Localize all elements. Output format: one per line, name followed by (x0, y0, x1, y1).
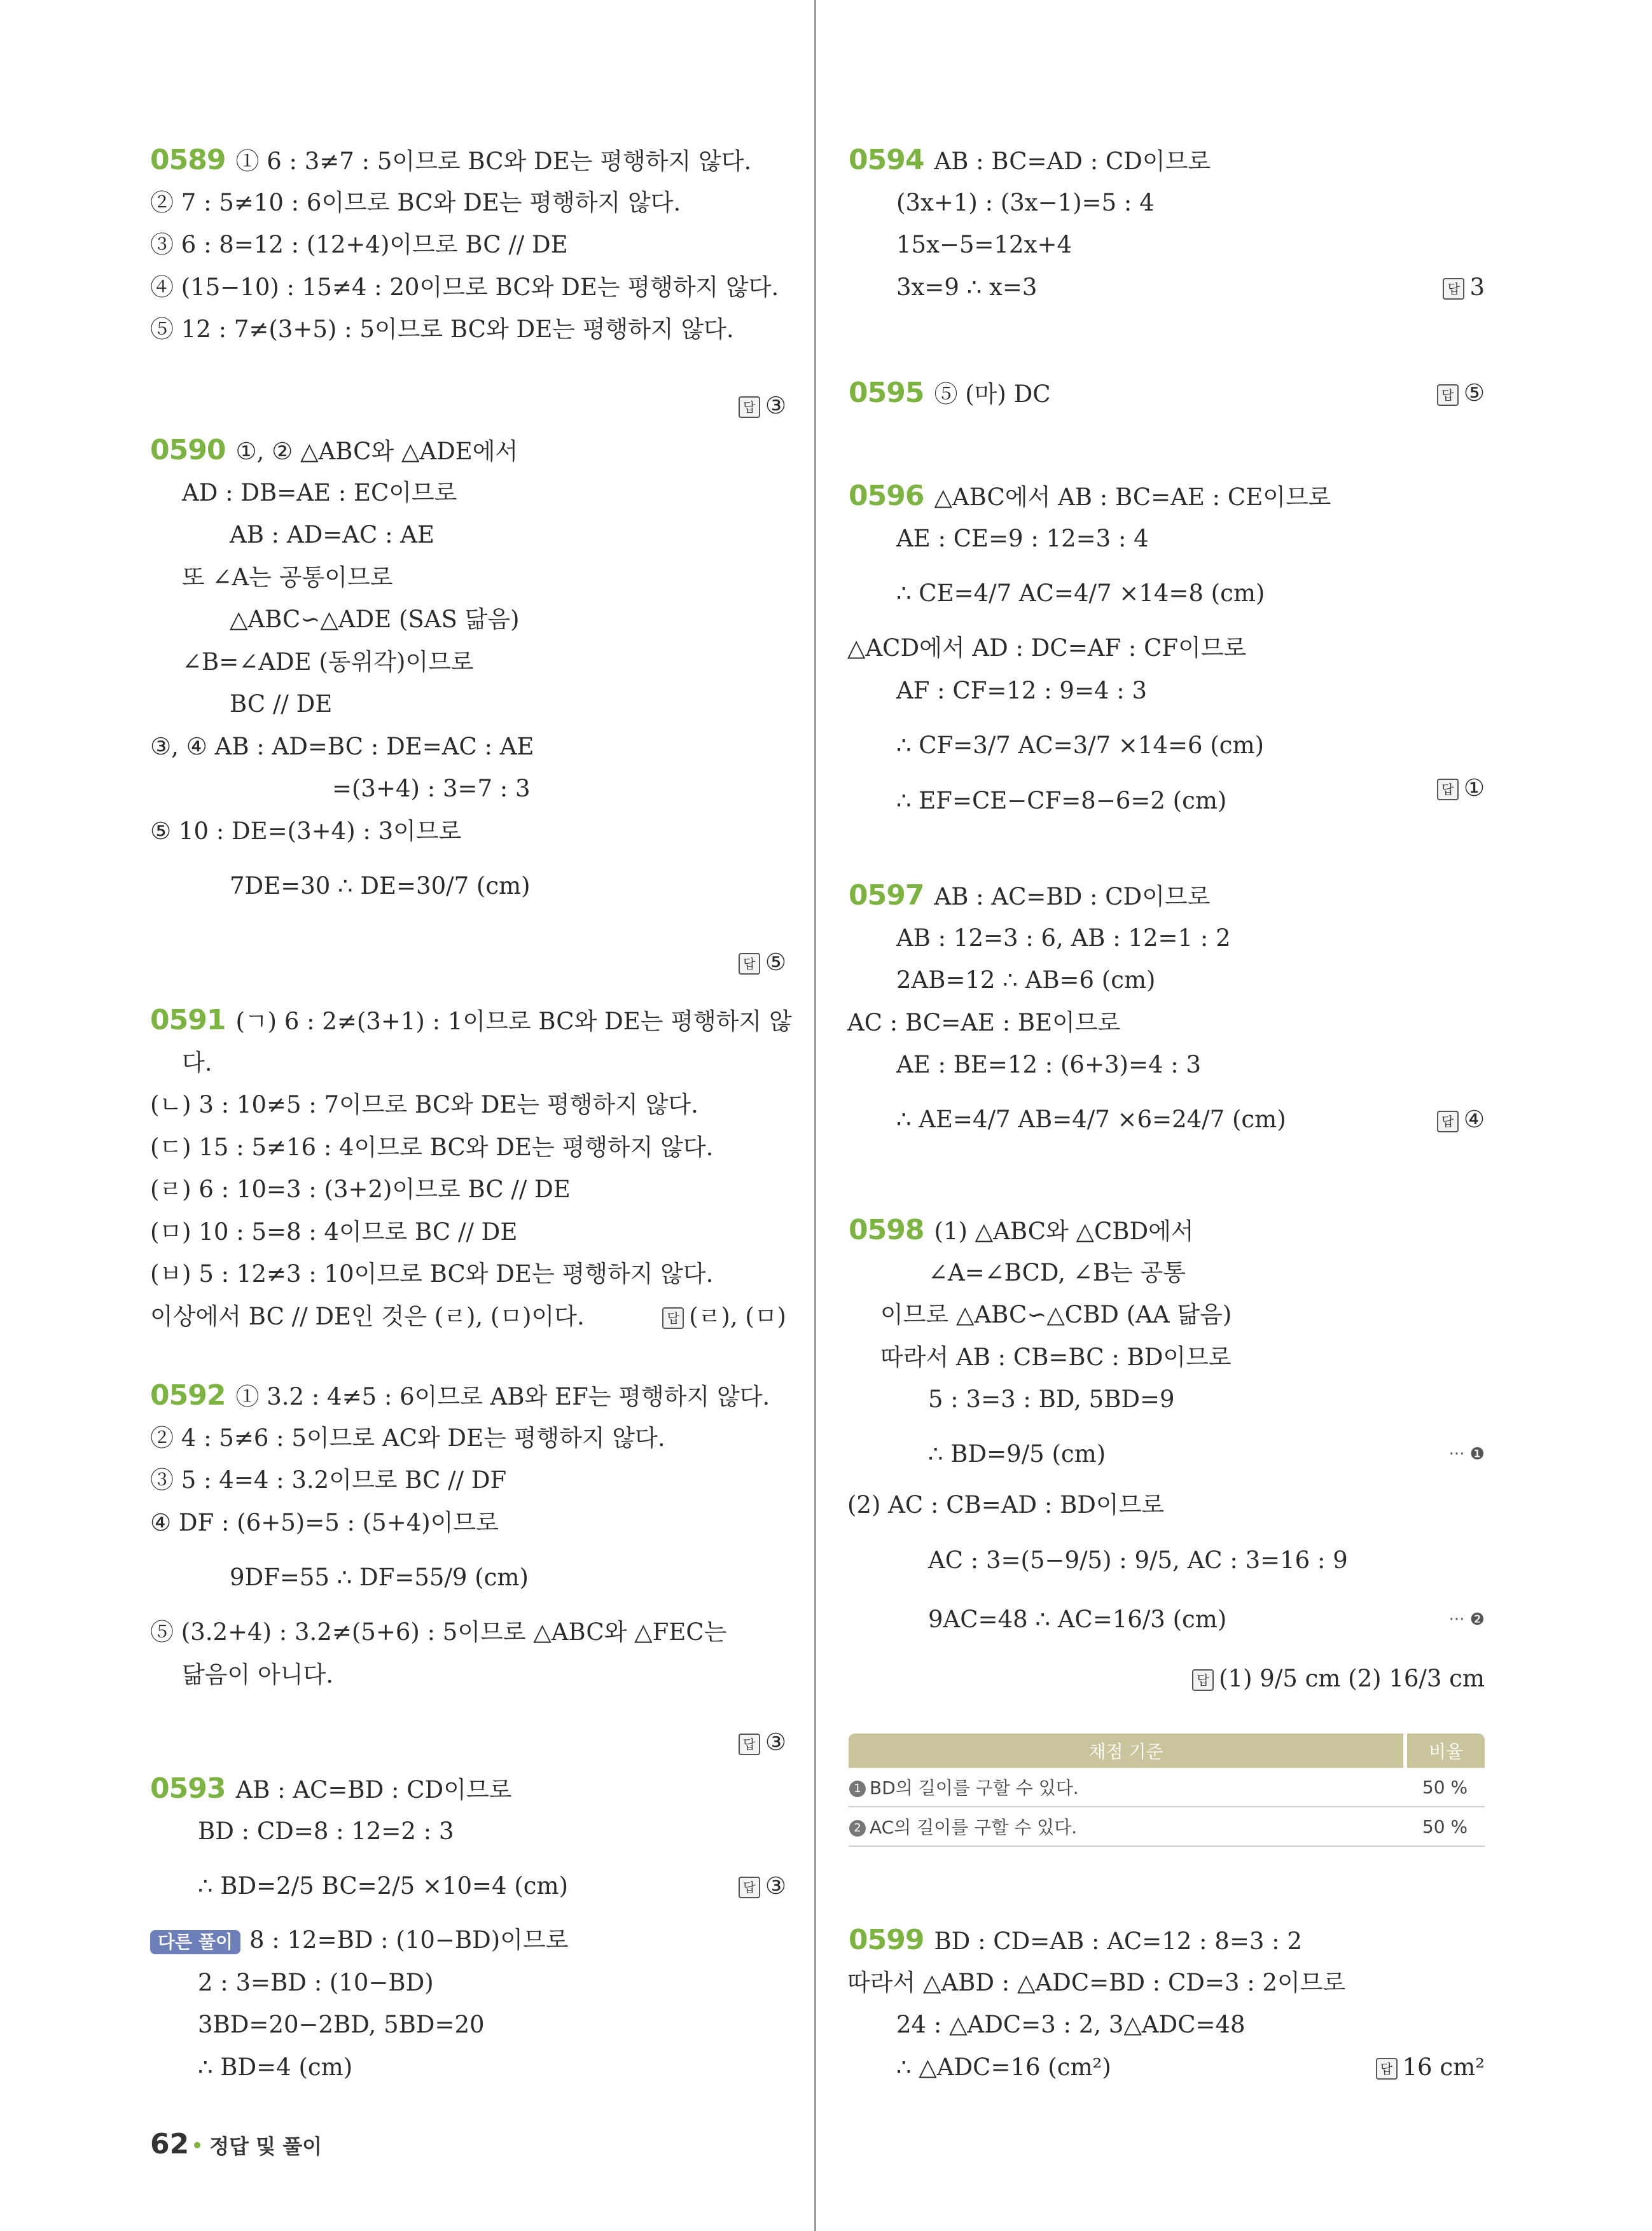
solution-text: ④ DF : (6+5)=5 : (5+4)이므로 (150, 1508, 499, 1536)
solution-text: (3x+1) : (3x−1)=5 : 4 (896, 188, 1155, 216)
answer-icon: 답 (1437, 384, 1459, 406)
solution-text: ∴ EF=CE−CF=8−6=2 (cm) (896, 786, 1227, 814)
solution-text: ∴ CE=4/7 AC=4/7 ×14=8 (cm) (896, 579, 1265, 607)
solution-text: ② 7 : 5≠10 : 6이므로 BC와 DE는 평행하지 않다. (150, 188, 681, 216)
solution-line (150, 1509, 499, 1537)
answer-value: ③ (765, 1872, 786, 1900)
answer (739, 949, 786, 976)
solution-line (150, 817, 461, 845)
solution-text: ③ 5 : 4=4 : 3.2이므로 BC // DF (150, 1466, 507, 1494)
step-badge: 2 (849, 1820, 866, 1837)
problem-number: 0599 (849, 1924, 924, 1956)
solution-text: AF : CF=12 : 9=4 : 3 (896, 676, 1148, 704)
answer (1376, 2054, 1485, 2082)
solution-text: AC : 3=(5−9/5) : 9/5, AC : 3=16 : 9 (928, 1546, 1348, 1574)
solution-text: 2AB=12 ∴ AB=6 (cm) (896, 966, 1156, 994)
answer-value: ⑤ (1463, 379, 1485, 407)
solution-text: AD : DB=AE : EC이므로 (182, 478, 457, 506)
solution-text: ① 6 : 3≠7 : 5이므로 BC와 DE는 평행하지 않다. (235, 148, 752, 175)
scoring-table-header (849, 1734, 1485, 1768)
problem-number: 0593 (150, 1772, 226, 1805)
solution-line (896, 525, 1149, 553)
solution-text: 또 ∠A는 공통이므로 (182, 563, 393, 591)
answer-icon: 답 (662, 1307, 684, 1329)
solution-line (880, 1344, 1232, 1372)
solution-line (230, 872, 531, 900)
scoring-step-marker: ··· ❶ (1448, 1445, 1485, 1464)
scoring-step-marker: ··· ❷ (1448, 1609, 1485, 1629)
answer (1437, 379, 1485, 407)
scoring-row (849, 1807, 1485, 1846)
problem-number: 0598 (849, 1214, 924, 1246)
solution-line (150, 1466, 506, 1494)
solution-line (847, 1009, 1120, 1037)
answer-icon: 답 (1437, 1111, 1459, 1132)
solution-text: (ㅁ) 10 : 5=8 : 4이므로 BC // DE (150, 1218, 518, 1246)
problem-number: 0590 (150, 434, 226, 466)
solution-text: 이상에서 BC // DE인 것은 (ㄹ), (ㅁ)이다. (150, 1302, 585, 1330)
solution-text: 5 : 3=3 : BD, 5BD=9 (928, 1386, 1175, 1413)
solution-text: BD : CD=8 : 12=2 : 3 (198, 1817, 454, 1845)
solution-line (150, 436, 518, 464)
problem-number: 0592 (150, 1379, 226, 1412)
solution-text: 따라서 △ABD : △ADC=BD : CD=3 : 2이므로 (847, 1968, 1346, 1996)
solution-text: BD : CD=AB : AC=12 : 8=3 : 2 (934, 1928, 1302, 1955)
solution-text: =(3+4) : 3=7 : 3 (332, 775, 531, 802)
solution-text: BC // DE (230, 690, 333, 718)
answer (1192, 1665, 1485, 1693)
solution-text: 이므로 △ABC∽△CBD (AA 닮음) (880, 1301, 1232, 1328)
solution-line (928, 1606, 1226, 1634)
ratio-value: 50 % (1405, 1768, 1485, 1807)
solution-text: 따라서 AB : CB=BC : BD이므로 (880, 1343, 1232, 1371)
answer (1437, 774, 1485, 802)
solution-line (150, 231, 568, 259)
answer (739, 1728, 786, 1756)
solution-line (849, 1926, 1302, 1954)
solution-text: AB : BC=AD : CD이므로 (934, 148, 1211, 175)
answer-value: ③ (765, 1728, 786, 1756)
solution-text: AE : CE=9 : 12=3 : 4 (896, 524, 1149, 552)
solution-text: 다. (182, 1048, 212, 1076)
page-number: 62 (150, 2128, 190, 2160)
solution-text: (1) △ABC와 △CBD에서 (934, 1218, 1194, 1245)
solution-line (150, 189, 681, 217)
footer-label: 정답 및 풀이 (209, 2134, 323, 2158)
column-divider (814, 0, 816, 2231)
solution-line (150, 1134, 713, 1162)
solution-text: (ㄱ) 6 : 2≠(3+1) : 1이므로 BC와 DE는 평행하지 않 (235, 1008, 792, 1035)
criterion-header: 채점 기준 (849, 1734, 1405, 1768)
solution-text: (ㄹ) 6 : 10=3 : (3+2)이므로 BC // DE (150, 1176, 571, 1203)
solution-line (198, 1817, 454, 1845)
answer-value: ① (1463, 774, 1485, 802)
solution-text: ∴ BD=4 (cm) (198, 2053, 353, 2081)
solution-text: ② 4 : 5≠6 : 5이므로 AC와 DE는 평행하지 않다. (150, 1424, 665, 1452)
solution-text: AB : AC=BD : CD이므로 (934, 883, 1211, 910)
solution-line (182, 1049, 212, 1077)
problem-number: 0595 (849, 377, 924, 409)
problem-number: 0597 (849, 879, 924, 912)
solution-text: ∴ CF=3/7 AC=3/7 ×14=6 (cm) (896, 732, 1264, 760)
solution-text: ∠A=∠BCD, ∠B는 공통 (928, 1258, 1186, 1286)
solution-text: ⑤ 12 : 7≠(3+5) : 5이므로 BC와 DE는 평행하지 않다. (150, 316, 734, 343)
solution-line (150, 1618, 726, 1646)
page-footer (150, 2128, 322, 2160)
answer (739, 392, 786, 420)
solution-text: AB : 12=3 : 6, AB : 12=1 : 2 (896, 924, 1231, 952)
problem-number: 0594 (849, 144, 924, 176)
solution-text: △ABC∽△ADE (SAS 닮음) (230, 606, 520, 633)
solution-line (847, 1491, 1164, 1519)
answer (1443, 274, 1485, 302)
alt-solution-badge: 다른 풀이 (150, 1930, 240, 1954)
solution-line (150, 1303, 585, 1331)
solution-line (896, 924, 1231, 952)
solution-text: 8 : 12=BD : (10−BD)이므로 (249, 1926, 569, 1954)
answer-value: 16 cm² (1402, 2053, 1485, 2081)
solution-line (198, 2011, 485, 2039)
solution-text: ④ (15−10) : 15≠4 : 20이므로 BC와 DE는 평행하지 않다. (150, 273, 779, 301)
answer-value: (ㄹ), (ㅁ) (689, 1302, 786, 1330)
solution-line (849, 1216, 1194, 1244)
solution-line (928, 1259, 1186, 1287)
solution-line (847, 634, 1246, 662)
problem-number: 0589 (150, 144, 226, 176)
solution-line (198, 1969, 434, 1997)
solution-line (150, 733, 534, 761)
solution-line (880, 1301, 1232, 1329)
criterion-text: AC의 길이를 구할 수 있다. (870, 1817, 1078, 1838)
solution-text: (ㄷ) 15 : 5≠16 : 4이므로 BC와 DE는 평행하지 않다. (150, 1133, 714, 1161)
answer-value: ④ (1463, 1106, 1485, 1134)
solution-line (182, 564, 392, 592)
solution-text: AB : AC=BD : CD이므로 (235, 1776, 512, 1804)
solution-text: AE : BE=12 : (6+3)=4 : 3 (896, 1051, 1202, 1078)
bullet-dot (194, 2142, 200, 2148)
solution-line (896, 274, 1037, 302)
solution-line (150, 274, 779, 302)
solution-line (849, 482, 1331, 510)
problem-number: 0596 (849, 480, 924, 512)
solution-text: 3BD=20−2BD, 5BD=20 (198, 2011, 485, 2038)
solution-line (182, 648, 474, 676)
solution-line (896, 580, 1265, 608)
solution-line (230, 521, 434, 549)
solution-line (150, 1176, 571, 1204)
solution-line (849, 379, 1051, 407)
answer-icon: 답 (1376, 2058, 1398, 2080)
solution-text: 2 : 3=BD : (10−BD) (198, 1968, 434, 1996)
solution-line (896, 677, 1147, 705)
answer-icon: 답 (1192, 1669, 1214, 1691)
solution-text: 9DF=55 ∴ DF=55/9 (cm) (230, 1563, 529, 1591)
answer-icon: 답 (739, 1734, 760, 1755)
solution-line (847, 1969, 1345, 1997)
solution-line (150, 1379, 770, 1412)
solution-line (928, 1386, 1175, 1414)
solution-line (198, 2054, 352, 2082)
solution-text: ∠B=∠ADE (동위각)이므로 (182, 648, 474, 676)
solution-line (150, 316, 734, 344)
solution-line (896, 732, 1264, 760)
solution-line (928, 1546, 1348, 1574)
solution-line (928, 1440, 1106, 1468)
solution-text: AB : AD=AC : AE (230, 521, 435, 548)
solution-line (150, 1424, 665, 1452)
answer-icon: 답 (739, 953, 760, 975)
solution-text: ⑤ 10 : DE=(3+4) : 3이므로 (150, 817, 462, 845)
solution-text: 24 : △ADC=3 : 2, 3△ADC=48 (896, 2011, 1246, 2038)
solution-text: △ACD에서 AD : DC=AF : CF이므로 (847, 634, 1247, 662)
solution-line (896, 2054, 1111, 2082)
solution-line (849, 879, 1211, 912)
solution-line (150, 1926, 568, 1954)
solution-text: ∴ AE=4/7 AB=4/7 ×6=24/7 (cm) (896, 1106, 1286, 1134)
answer-value: ③ (765, 391, 786, 419)
answer-icon: 답 (1437, 779, 1459, 800)
solution-line (230, 1564, 529, 1592)
solution-line (150, 1260, 713, 1288)
solution-line (230, 690, 332, 718)
solution-text: (ㅂ) 5 : 12≠3 : 10이므로 BC와 DE는 평행하지 않다. (150, 1260, 714, 1288)
solution-text: 3x=9 ∴ x=3 (896, 273, 1038, 301)
solution-text: ③, ④ AB : AD=BC : DE=AC : AE (150, 732, 534, 760)
solution-line (896, 231, 1072, 259)
solution-text: ⑤ (3.2+4) : 3.2≠(5+6) : 5이므로 △ABC와 △FEC는 (150, 1618, 727, 1646)
solution-text: ⑤ (마) DC (934, 380, 1051, 408)
criterion-text: BD의 길이를 구할 수 있다. (870, 1777, 1079, 1798)
solution-text: ∴ △ADC=16 (cm²) (896, 2053, 1111, 2081)
solution-text: 15x−5=12x+4 (896, 231, 1072, 258)
solution-line (332, 775, 531, 803)
solution-text: ∴ BD=9/5 (cm) (928, 1440, 1106, 1468)
solution-text: (2) AC : CB=AD : BD이므로 (847, 1491, 1165, 1519)
answer (739, 1872, 786, 1900)
answer-icon: 답 (739, 396, 760, 418)
step-badge: 1 (849, 1781, 866, 1797)
solution-text: △ABC에서 AB : BC=AE : CE이므로 (934, 483, 1331, 511)
solution-line (896, 189, 1155, 217)
solution-text: (ㄴ) 3 : 10≠5 : 7이므로 BC와 DE는 평행하지 않다. (150, 1091, 698, 1118)
scoring-row (849, 1768, 1485, 1807)
solution-text: 9AC=48 ∴ AC=16/3 (cm) (928, 1605, 1227, 1633)
solution-line (182, 1661, 333, 1689)
solution-line (230, 606, 520, 634)
solution-line (896, 1106, 1286, 1134)
solution-line (896, 2011, 1246, 2039)
solution-line (896, 966, 1156, 994)
answer-icon: 답 (1443, 278, 1464, 300)
solution-line (150, 1006, 792, 1034)
solution-text: ① 3.2 : 4≠5 : 6이므로 AB와 EF는 평행하지 않다. (235, 1383, 770, 1410)
solution-text: AC : BC=AE : BE이므로 (847, 1008, 1121, 1036)
answer-value: ⑤ (765, 948, 786, 976)
solution-line (150, 1091, 698, 1119)
solution-line (198, 1872, 568, 1900)
solution-text: ∴ BD=2/5 BC=2/5 ×10=4 (cm) (198, 1872, 569, 1900)
answer-value: (1) 9/5 cm (2) 16/3 cm (1219, 1664, 1485, 1692)
solution-line (150, 1218, 517, 1246)
answer-icon: 답 (739, 1877, 760, 1898)
solution-text: ③ 6 : 8=12 : (12+4)이므로 BC // DE (150, 231, 568, 258)
answer (1437, 1106, 1485, 1134)
solution-line (896, 787, 1226, 815)
scoring-table (849, 1734, 1485, 1847)
solution-line (896, 1051, 1201, 1079)
solution-text: 7DE=30 ∴ DE=30/7 (cm) (230, 872, 531, 900)
solution-line (150, 146, 751, 174)
solution-text: 닮음이 아니다. (182, 1660, 333, 1688)
solution-text: ①, ② △ABC와 △ADE에서 (235, 438, 518, 465)
ratio-header: 비율 (1405, 1734, 1485, 1768)
ratio-value: 50 % (1405, 1807, 1485, 1846)
answer (662, 1303, 786, 1331)
solution-line (150, 1772, 512, 1805)
solution-line (182, 479, 457, 507)
answer-value: 3 (1469, 273, 1485, 301)
problem-number: 0591 (150, 1004, 226, 1036)
solution-line (849, 146, 1211, 174)
